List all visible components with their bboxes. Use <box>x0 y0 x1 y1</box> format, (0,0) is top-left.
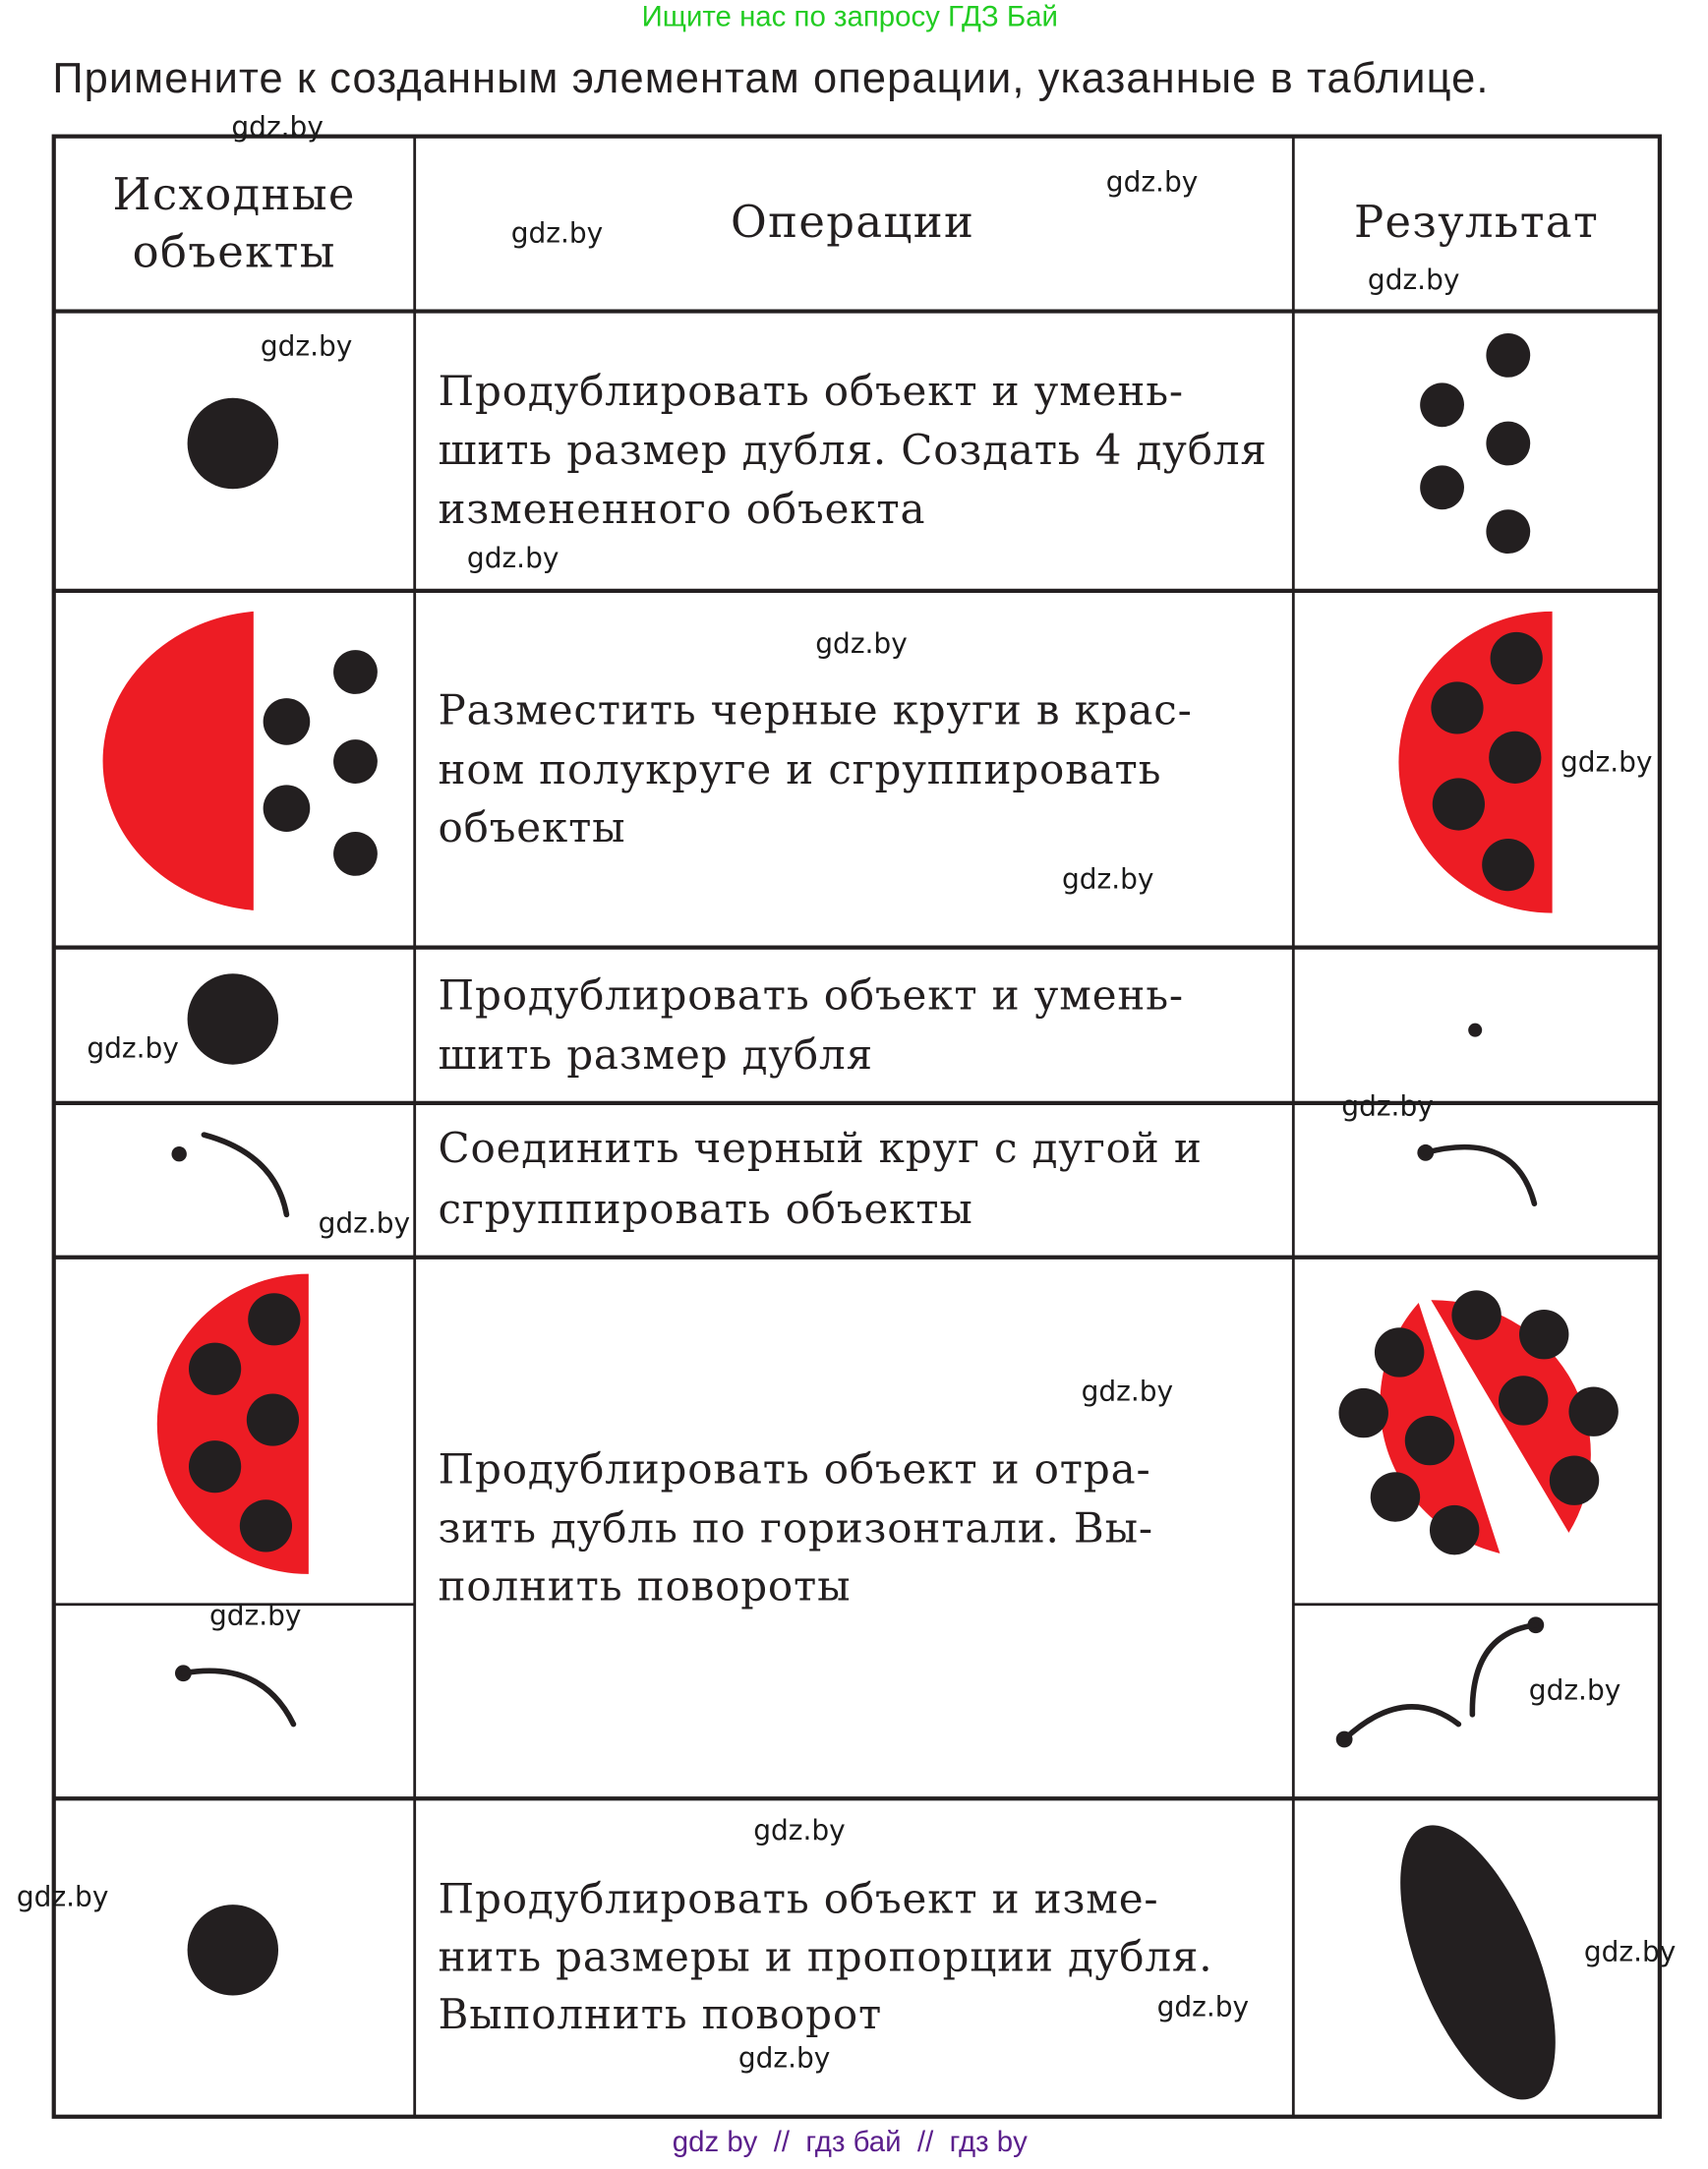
red-semicircle-and-dots-shape <box>103 612 378 910</box>
operation-text: Продублировать объект и изме- <box>438 1874 1159 1923</box>
operation-text: нить размеры и пропорции дубля. <box>438 1932 1213 1981</box>
watermark: gdz.by <box>466 542 560 575</box>
operation-text: полнить повороты <box>438 1561 852 1611</box>
operation-text: ном полукруге и сгруппировать <box>438 744 1162 793</box>
ladybug-wings-shape <box>1339 1290 1619 1554</box>
ladybug-half-wing-shape <box>157 1274 309 1574</box>
header-operations: Операции <box>730 195 975 248</box>
operation-text: Разместить черные круги в крас- <box>438 685 1193 734</box>
black-circle-shape <box>188 398 278 489</box>
watermark: gdz.by <box>1367 264 1460 297</box>
black-circle-shape <box>188 973 278 1064</box>
table-row <box>188 1805 1588 2120</box>
operation-text: измененного объекта <box>438 485 926 534</box>
operation-text: объекты <box>438 802 626 851</box>
black-circle-shape <box>188 1905 278 1995</box>
operation-text: шить размер дубля <box>438 1029 873 1079</box>
task-instruction: Примените к созданным элементам операции, указанные в таблице. <box>52 54 1490 102</box>
watermark: gdz.by <box>1561 745 1653 779</box>
header-source-line1: Исходные <box>112 167 356 220</box>
watermark: gdz.by <box>1105 165 1199 199</box>
watermark: gdz.by <box>815 626 908 660</box>
operation-text: сгруппировать объекты <box>438 1184 973 1233</box>
watermark: gdz.by <box>318 1206 411 1240</box>
watermark: gdz.by <box>1061 862 1154 896</box>
operation-text: Продублировать объект и умень- <box>438 366 1184 415</box>
watermark: gdz.by <box>1081 1375 1174 1408</box>
watermark: gdz.by <box>87 1031 179 1065</box>
watermark: gdz.by <box>209 1599 302 1632</box>
top-banner[interactable]: Ищите нас по запросу ГДЗ Бай <box>641 0 1058 33</box>
table-row <box>188 333 1531 554</box>
operation-text: Соединить черный круг с дугой и <box>438 1124 1203 1173</box>
table-row <box>157 1274 1619 1748</box>
watermark: gdz.by <box>510 216 604 250</box>
tiny-dot-shape <box>1468 1024 1482 1037</box>
watermark: gdz.by <box>1156 1990 1250 2023</box>
watermark: gdz.by <box>16 1880 109 1913</box>
watermark: gdz.by <box>1341 1089 1434 1123</box>
watermark: gdz.by <box>1528 1673 1621 1707</box>
watermark: gdz.by <box>231 110 324 144</box>
five-small-circles-shape <box>1420 333 1530 554</box>
operation-text: Выполнить поворот <box>438 1990 883 2039</box>
dot-and-arc-shape <box>171 1135 286 1214</box>
watermark: gdz.by <box>1583 1935 1677 1968</box>
rotated-ellipse-shape <box>1369 1805 1588 2120</box>
table-header <box>112 165 1600 278</box>
operation-text: Продублировать объект и умень- <box>438 970 1184 1020</box>
footer-watermark[interactable]: gdz by // гдз бай // гдз by <box>672 2125 1028 2158</box>
operation-text: зить дубль по горизонтали. Вы- <box>438 1503 1153 1553</box>
watermark: gdz.by <box>753 1814 846 1847</box>
watermark: gdz.by <box>260 329 353 363</box>
arc-with-dot-shape <box>1417 1144 1534 1203</box>
table-row <box>188 971 1483 1079</box>
ladybug-half-shape <box>1398 612 1552 913</box>
header-source-line2: объекты <box>132 225 336 278</box>
two-antennae-shape <box>1336 1616 1544 1747</box>
header-result: Результат <box>1353 195 1600 248</box>
watermark: gdz.by <box>737 2041 831 2075</box>
operation-text: шить размер дубля. Создать 4 дубля <box>438 426 1267 475</box>
operation-text: Продублировать объект и отра- <box>438 1444 1151 1494</box>
antenna-arc-shape <box>175 1665 293 1724</box>
